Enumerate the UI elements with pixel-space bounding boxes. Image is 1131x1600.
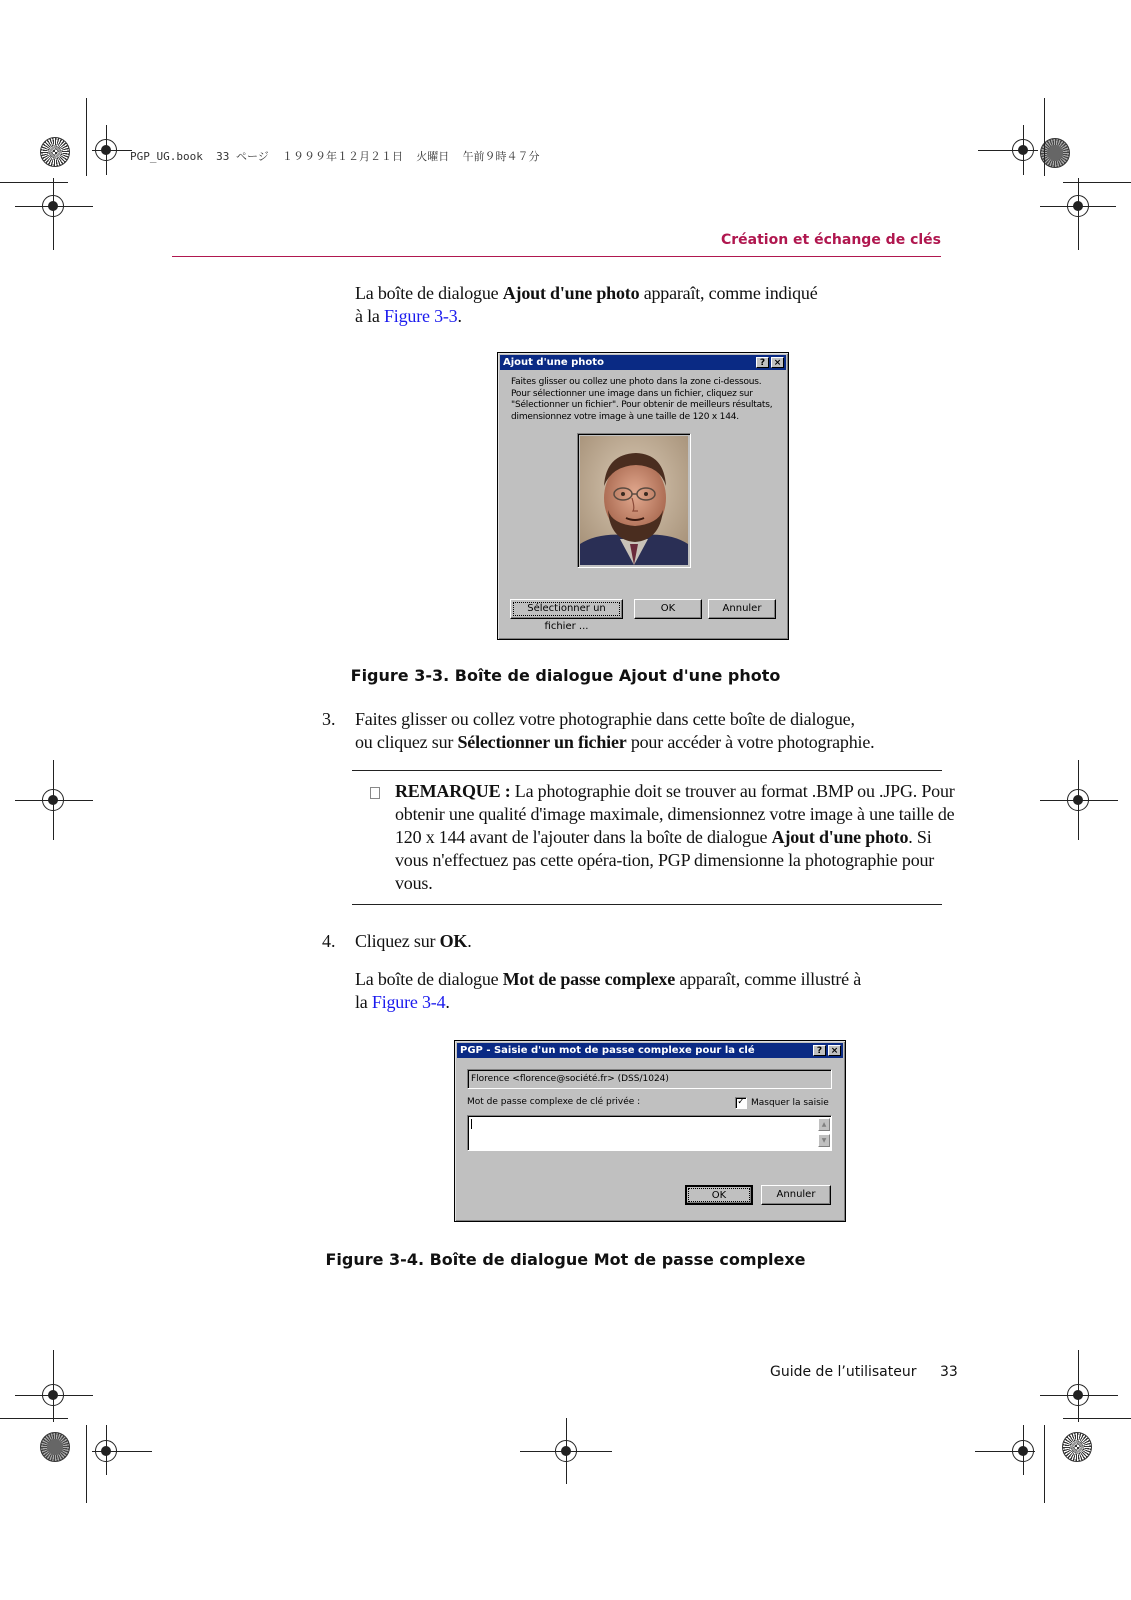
running-head: Création et échange de clés bbox=[720, 232, 941, 248]
figure-3-4-link[interactable]: Figure 3-4 bbox=[371, 992, 446, 1012]
key-select-value: Florence <florence@société.fr> (DSS/1024) bbox=[471, 1074, 669, 1084]
figure-3-4-caption: Figure 3-4. Boîte de dialogue Mot de passe complexe bbox=[325, 1250, 806, 1269]
photo-drop-zone[interactable] bbox=[577, 433, 691, 568]
figure-3-3-link[interactable]: Figure 3-3 bbox=[383, 306, 458, 326]
note-bottom-rule bbox=[352, 904, 942, 905]
dialog-title: PGP - Saisie d'un mot de passe complexe pour la clé bbox=[460, 1045, 755, 1056]
rosette-top-left-icon bbox=[40, 137, 70, 167]
header-rule bbox=[172, 256, 941, 257]
note-icon bbox=[370, 787, 380, 799]
help-icon[interactable]: ? bbox=[756, 357, 769, 368]
print-job-info: PGP_UG.book 33 ページ １９９９年１２月２１日 火曜日 午前９時４７分 bbox=[130, 150, 540, 163]
text-cursor bbox=[471, 1119, 472, 1129]
note-top-rule bbox=[352, 770, 942, 771]
dialog-instructions: Faites glisser ou collez une photo dans la zone ci-dessous. Pour sélectionner une image dans un fichier, cliquez sur "Sélectionner un fichier". Pour obtenir de meilleurs résultats, dimensionnez votre image à une taille de 120 x 144. bbox=[511, 377, 773, 422]
passphrase-label: Mot de passe complexe de clé privée : bbox=[467, 1097, 641, 1107]
step-4-number: 4. bbox=[322, 931, 336, 951]
hide-typing-label: Masquer la saisie bbox=[751, 1098, 829, 1108]
dialog-title: Ajout d'une photo bbox=[503, 357, 604, 368]
ok-button[interactable]: OK bbox=[685, 1185, 753, 1205]
close-icon[interactable]: × bbox=[828, 1045, 841, 1056]
passphrase-dialog bbox=[454, 1040, 846, 1222]
portrait-photo bbox=[580, 436, 688, 565]
key-select-field[interactable] bbox=[467, 1069, 832, 1089]
select-file-button[interactable]: Sélectionner un fichier ... bbox=[510, 599, 623, 619]
note-label: REMARQUE : bbox=[395, 781, 511, 801]
figure-3-3-caption: Figure 3-3. Boîte de dialogue Ajout d'une photo bbox=[350, 666, 781, 685]
passphrase-intro-paragraph: La boîte de dialogue Mot de passe complexe apparaît, comme illustré à la Figure 3-4. bbox=[355, 969, 862, 1012]
step-4-text: Cliquez sur OK. bbox=[355, 931, 472, 951]
cancel-button[interactable]: Annuler bbox=[761, 1185, 831, 1205]
rosette-bottom-right-icon bbox=[1062, 1432, 1092, 1462]
scroll-up-icon[interactable]: ▲ bbox=[818, 1118, 830, 1131]
footer-title: Guide de l’utilisateur bbox=[770, 1364, 917, 1380]
step-3-text: Faites glisser ou collez votre photographie dans cette boîte de dialogue, ou cliquez sur Sélectionner un fichier pour accéder à votre photographie. bbox=[355, 709, 875, 752]
close-icon[interactable]: × bbox=[771, 357, 784, 368]
step-3-number: 3. bbox=[322, 709, 336, 729]
cancel-button[interactable]: Annuler bbox=[708, 599, 776, 619]
add-photo-dialog bbox=[497, 352, 789, 640]
note-paragraph: REMARQUE : La photographie doit se trouver au format .BMP ou .JPG. Pour obtenir une qualité d'image maximale, dimensionnez votre image à une taille de 120 x 144 avant de l'ajouter dans la boîte de dialogue Ajout d'une photo. Si vous n'effectuez pas cette opéra-tion, PGP dimensionne la photographie pour vous. bbox=[395, 781, 955, 893]
hide-typing-checkbox[interactable]: ✓ bbox=[735, 1097, 747, 1109]
dialog-titlebar bbox=[500, 355, 786, 370]
help-icon[interactable]: ? bbox=[813, 1045, 826, 1056]
passphrase-input[interactable] bbox=[467, 1115, 832, 1151]
ok-button[interactable]: OK bbox=[634, 599, 702, 619]
rosette-bottom-left-icon bbox=[40, 1432, 70, 1462]
page-number: 33 bbox=[940, 1364, 958, 1380]
scroll-down-icon[interactable]: ▼ bbox=[818, 1134, 830, 1147]
dialog-titlebar bbox=[457, 1043, 843, 1058]
intro-paragraph: La boîte de dialogue Ajout d'une photo apparaît, comme indiqué à la Figure 3-3. bbox=[355, 283, 818, 326]
